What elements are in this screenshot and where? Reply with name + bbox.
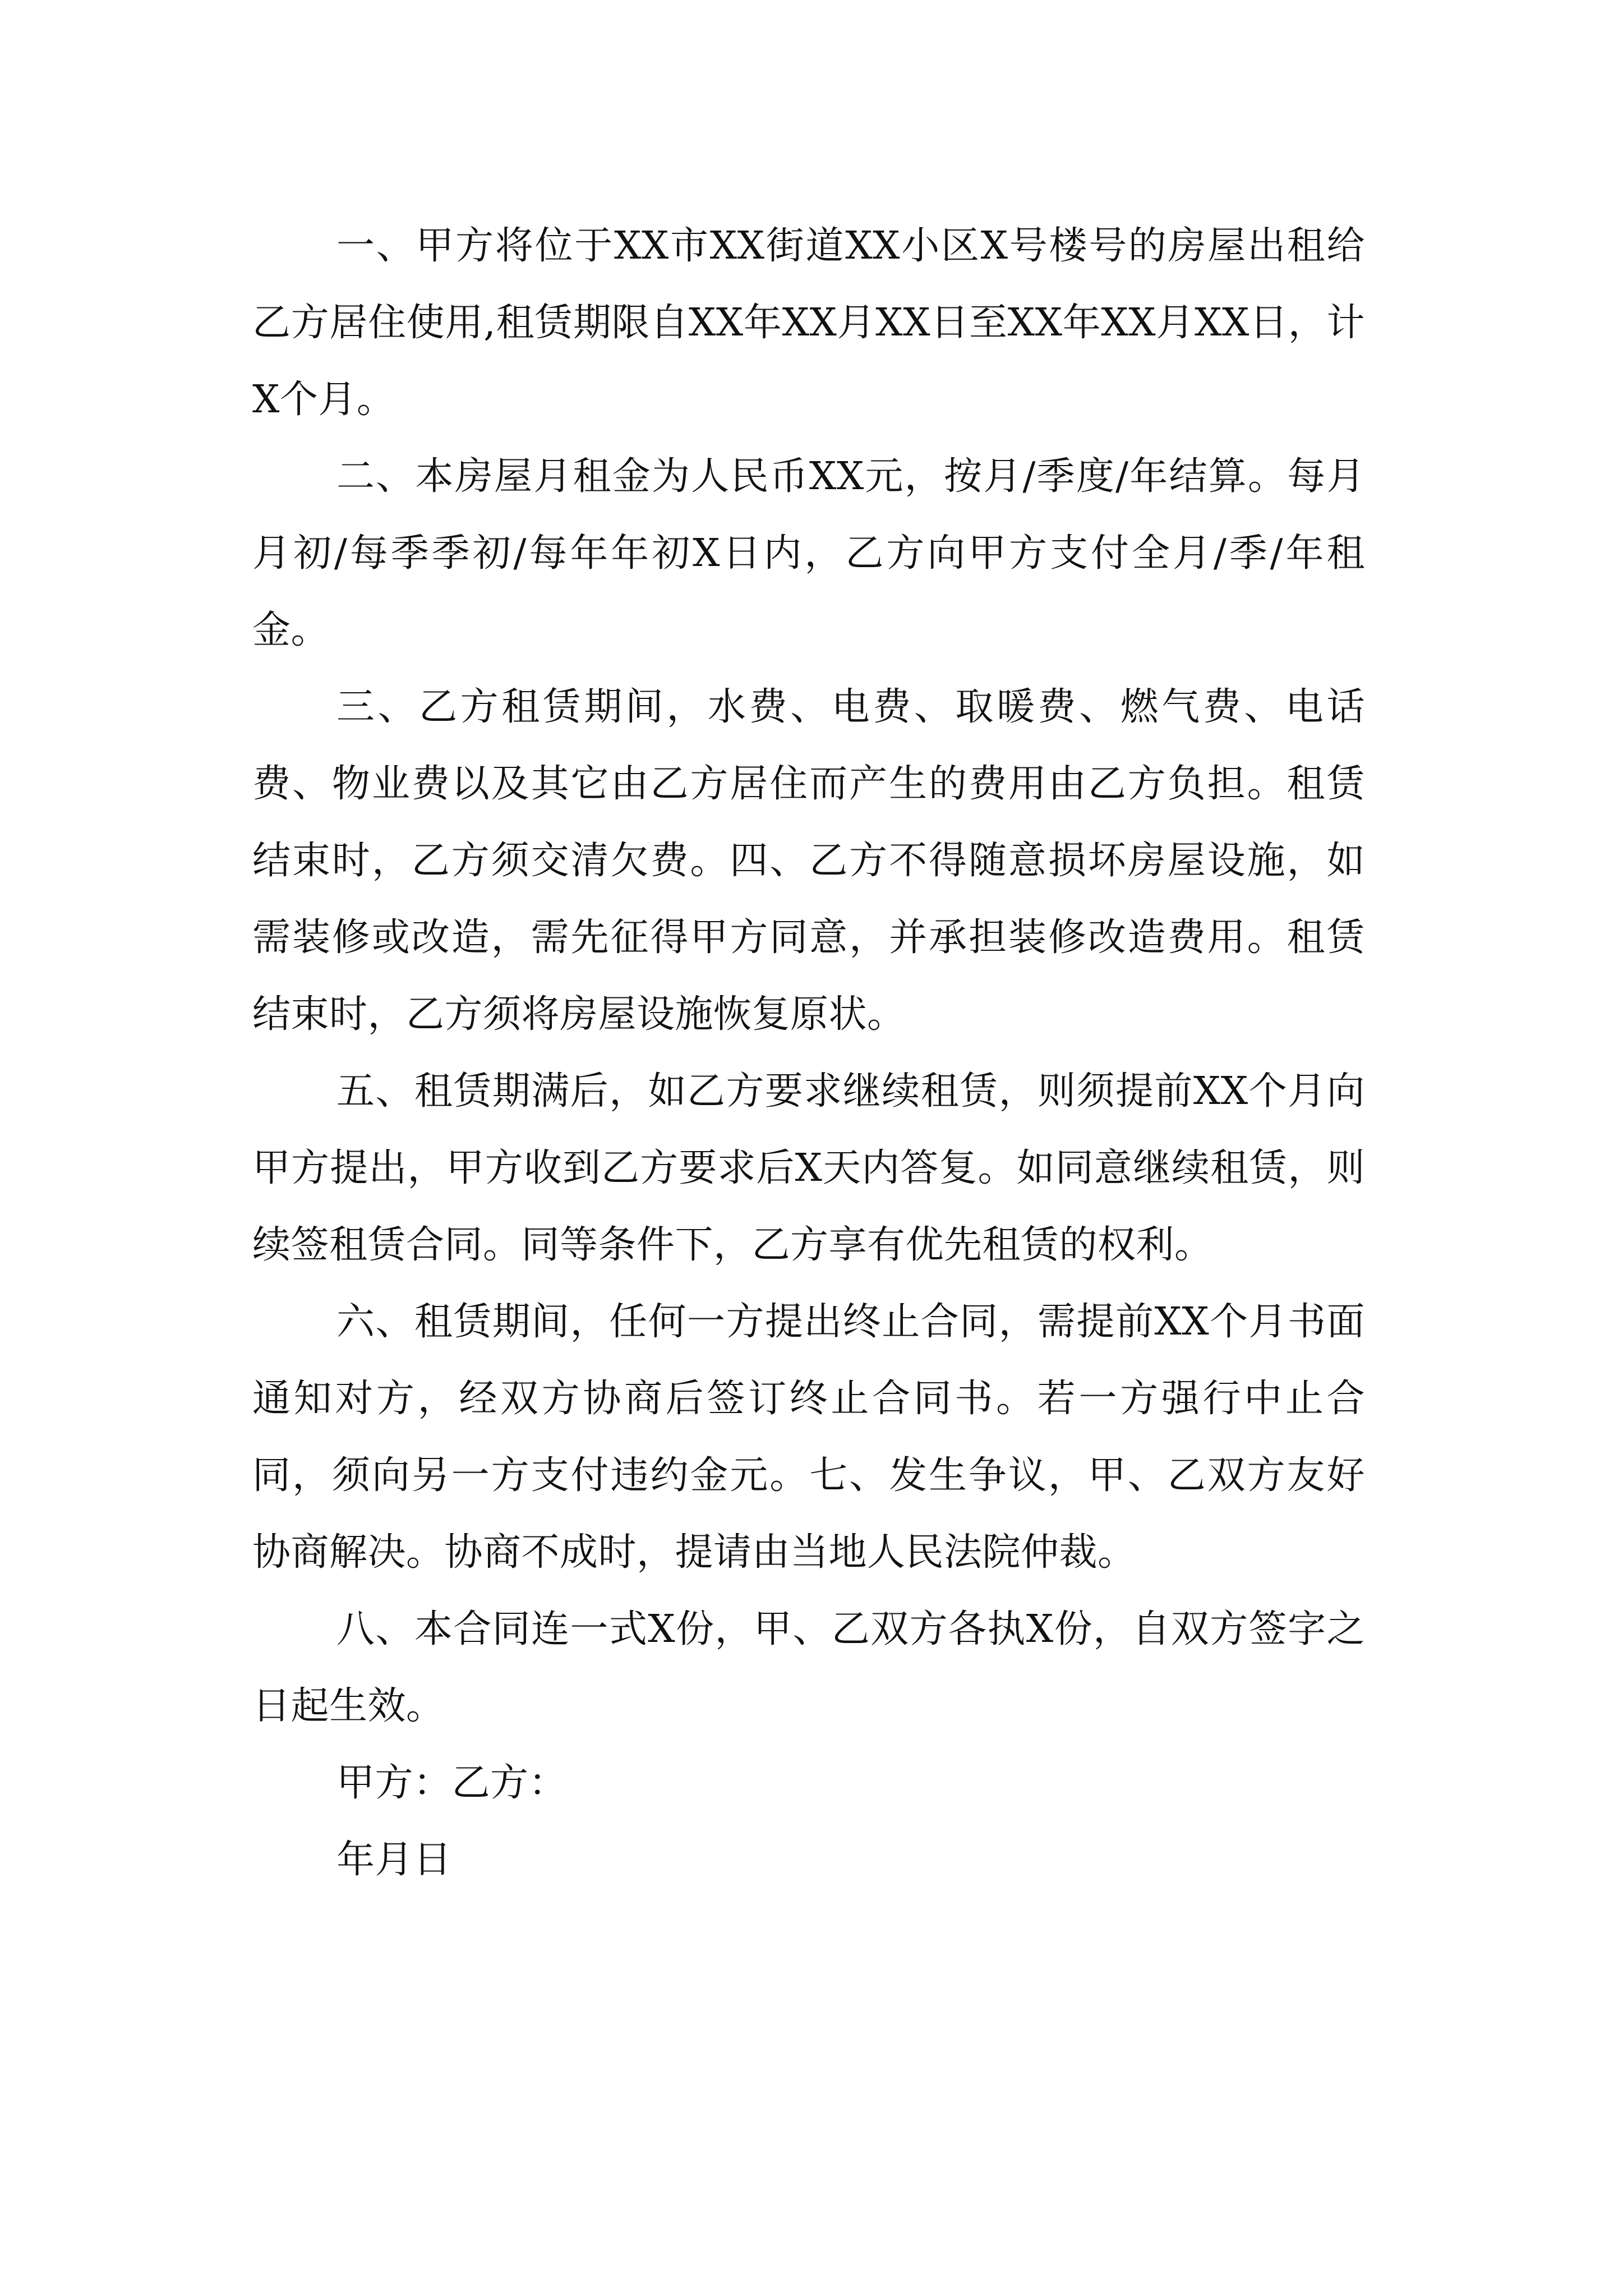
clause-2-paragraph: 二、本房屋月租金为人民币XX元，按月/季度/年结算。每月月初/每季季初/每年年初X日内，乙方向甲方支付全月/季/年租金。 (252, 454, 1365, 652)
clause-1-paragraph: 一、甲方将位于XX市XX街道XX小区X号楼号的房屋出租给乙方居住使用,租赁期限自XX年XX月XX日至XX年XX月XX日，计X个月。 (252, 224, 1365, 422)
signature-line: 甲方：乙方： (336, 1761, 568, 1805)
clause-3-4-paragraph: 三、乙方租赁期间，水费、电费、取暖费、燃气费、电话费、物业费以及其它由乙方居住而产生的费用由乙方负担。租赁结束时，乙方须交清欠费。四、乙方不得随意损坏房屋设施，如需装修或改造，需先征得甲方同意，并承担装修改造费用。租赁结束时，乙方须将房屋设施恢复原状。 (252, 685, 1365, 1037)
clause-6-7-paragraph: 六、租赁期间，任何一方提出终止合同，需提前XX个月书面通知对方，经双方协商后签订终止合同书。若一方强行中止合同，须向另一方支付违约金元。七、发生争议，甲、乙双方友好协商解决。协商不成时，提请由当地人民法院仲裁。 (252, 1300, 1365, 1575)
date-line: 年月日 (336, 1838, 452, 1882)
clause-8-paragraph: 八、本合同连一式X份，甲、乙双方各执X份，自双方签字之日起生效。 (252, 1607, 1365, 1728)
clause-5-paragraph: 五、租赁期满后，如乙方要求继续租赁，则须提前XX个月向甲方提出，甲方收到乙方要求后X天内答复。如同意继续租赁，则续签租赁合同。同等条件下，乙方享有优先租赁的权利。 (252, 1069, 1365, 1267)
